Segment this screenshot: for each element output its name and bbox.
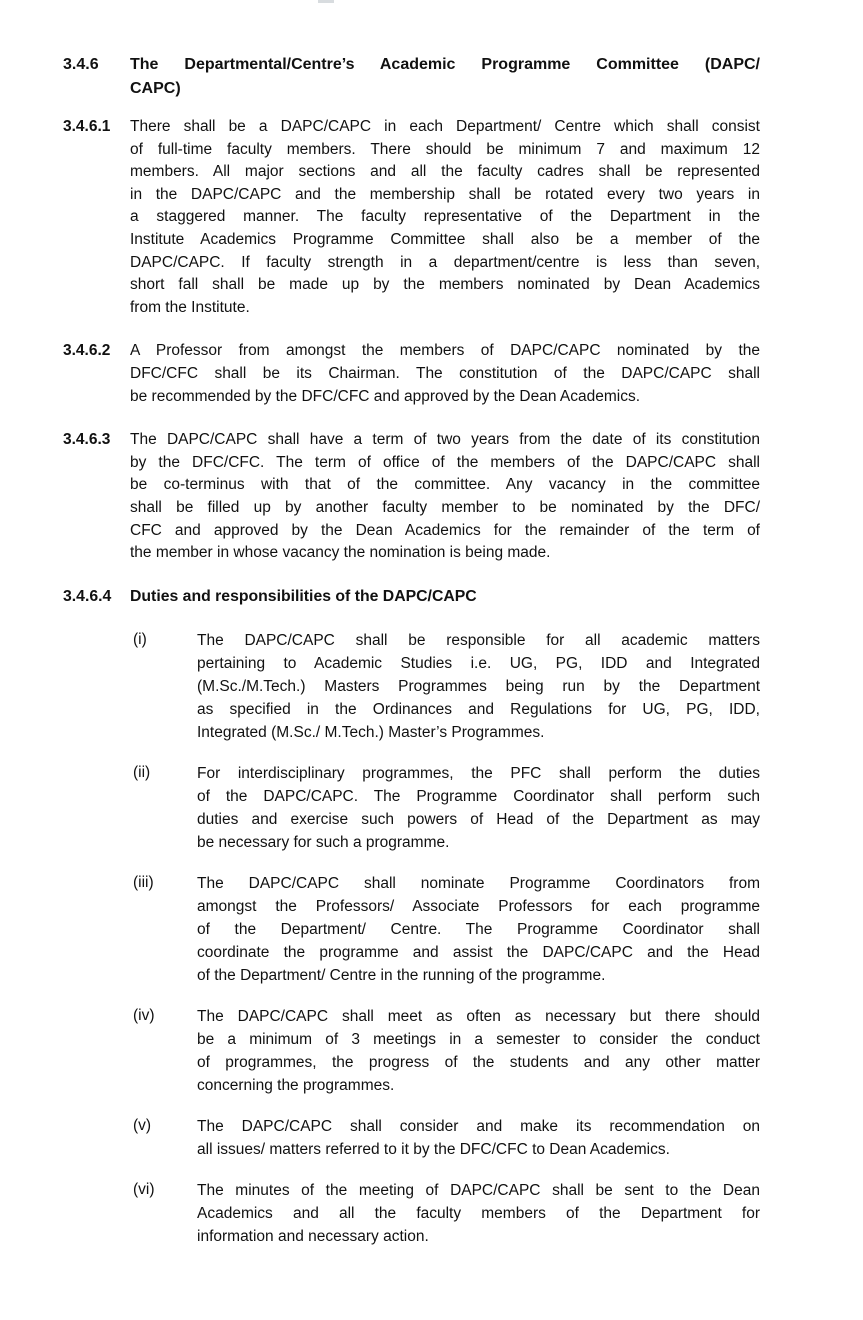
paragraph-text xyxy=(130,429,760,565)
item-marker: (i) xyxy=(133,631,147,649)
paragraph-text xyxy=(197,762,760,854)
paragraph-text xyxy=(197,1005,760,1097)
text-line: of the DAPC/CAPC. The Programme Coordinator shall perform such xyxy=(197,788,760,806)
paragraph-text xyxy=(130,340,760,408)
item-marker: (vi) xyxy=(133,1181,155,1199)
clause-heading-3464 xyxy=(63,586,760,609)
text-line: The DAPC/CAPC shall have a term of two years from the date of its constitution xyxy=(130,431,760,449)
roman-item-iv xyxy=(133,1005,760,1097)
paragraph-text xyxy=(197,1115,760,1161)
text-line: The DAPC/CAPC shall nominate Programme Coordinators from xyxy=(197,875,760,893)
text-line: Duties and responsibilities of the DAPC/CAPC xyxy=(130,587,477,605)
text-line: There shall be a DAPC/CAPC in each Department/ Centre which shall consist xyxy=(130,118,760,135)
clause-number: 3.4.6.3 xyxy=(63,431,111,449)
roman-item-v xyxy=(133,1115,760,1161)
text-line: the member in whose vacancy the nomination is being made. xyxy=(130,544,551,562)
clause-number: 3.4.6.2 xyxy=(63,342,111,360)
text-line: Institute Academics Programme Committee shall also be a member of the xyxy=(130,230,760,248)
clause-3461 xyxy=(63,116,760,319)
clause-number: 3.4.6.4 xyxy=(63,587,112,605)
clause-number: 3.4.6.1 xyxy=(63,118,111,135)
roman-item-vi xyxy=(133,1179,760,1248)
text-line: pertaining to Academic Studies i.e. UG, PG, IDD and Integrated xyxy=(197,655,760,673)
paragraph-text xyxy=(197,629,760,744)
text-line: The minutes of the meeting of DAPC/CAPC shall be sent to the Dean xyxy=(197,1182,760,1200)
text-line: all issues/ matters referred to it by the DFC/CFC to Dean Academics. xyxy=(197,1141,670,1159)
text-line: of the Department/ Centre in the running of the programme. xyxy=(197,967,606,985)
text-line: concerning the programmes. xyxy=(197,1077,395,1095)
text-line: of the Department/ Centre. The Programme Coordinator shall xyxy=(197,921,760,939)
text-line: The DAPC/CAPC shall be responsible for all academic matters xyxy=(197,632,760,650)
text-line: CFC and approved by the Dean Academics for the remainder of the term of xyxy=(130,521,760,539)
section-heading-346 xyxy=(63,53,760,101)
text-line: The Departmental/Centre’s Academic Programme Committee (DAPC/ xyxy=(130,56,760,73)
text-line: of programmes, the progress of the students and any other matter xyxy=(197,1054,760,1072)
item-marker: (iii) xyxy=(133,874,154,892)
item-marker: (iv) xyxy=(133,1007,155,1025)
text-line: DFC/CFC shall be its Chairman. The constitution of the DAPC/CAPC shall xyxy=(130,364,760,382)
text-line: short fall shall be made up by the members nominated by Dean Academics xyxy=(130,276,760,294)
text-line: CAPC) xyxy=(130,80,181,97)
text-line: Integrated (M.Sc./ M.Tech.) Master’s Programmes. xyxy=(197,724,545,742)
text-line: by the DFC/CFC. The term of office of the members of the DAPC/CAPC shall xyxy=(130,453,760,471)
text-line: A Professor from amongst the members of DAPC/CAPC nominated by the xyxy=(130,342,760,360)
text-line: duties and exercise such powers of Head of the Department as may xyxy=(197,811,760,829)
paragraph-text xyxy=(197,1179,760,1248)
text-line: members. All major sections and all the faculty cadres shall be represented xyxy=(130,163,760,181)
roman-item-ii xyxy=(133,762,760,854)
text-line: be a minimum of 3 meetings in a semester to consider the conduct xyxy=(197,1031,760,1049)
text-line: information and necessary action. xyxy=(197,1228,429,1246)
text-line: be co-terminus with that of the committee. Any vacancy in the committee xyxy=(130,476,760,494)
text-line: Academics and all the faculty members of the Department for xyxy=(197,1205,760,1223)
text-line: DAPC/CAPC. If faculty strength in a department/centre is less than seven, xyxy=(130,253,760,271)
text-line: be recommended by the DFC/CFC and approved by the Dean Academics. xyxy=(130,387,641,405)
paragraph-text xyxy=(197,872,760,987)
text-line: of full-time faculty members. There should be minimum 7 and maximum 12 xyxy=(130,140,760,158)
text-line: For interdisciplinary programmes, the PFC shall perform the duties xyxy=(197,765,760,783)
text-line: a staggered manner. The faculty representative of the Department in the xyxy=(130,208,760,226)
item-marker: (ii) xyxy=(133,764,151,782)
clause-3462 xyxy=(63,340,760,408)
paragraph-text xyxy=(130,53,760,101)
paragraph-text xyxy=(130,116,760,319)
text-line: coordinate the programme and assist the DAPC/CAPC and the Head xyxy=(197,944,760,962)
text-line: shall be filled up by another faculty member to be nominated by the DFC/ xyxy=(130,498,760,516)
text-line: from the Institute. xyxy=(130,298,250,316)
text-line: (M.Sc./M.Tech.) Masters Programmes being run by the Department xyxy=(197,678,760,696)
clause-3463 xyxy=(63,429,760,565)
text-line: The DAPC/CAPC shall consider and make its recommendation on xyxy=(197,1118,760,1136)
text-line: amongst the Professors/ Associate Professors for each programme xyxy=(197,898,760,916)
text-line: in the DAPC/CAPC and the membership shall be rotated every two years in xyxy=(130,185,760,203)
text-line: The DAPC/CAPC shall meet as often as necessary but there should xyxy=(197,1008,760,1026)
clause-number: 3.4.6 xyxy=(63,56,99,73)
roman-item-iii xyxy=(133,872,760,987)
item-marker: (v) xyxy=(133,1117,152,1135)
roman-item-i xyxy=(133,629,760,744)
text-line: be necessary for such a programme. xyxy=(197,834,450,852)
paragraph-text xyxy=(130,586,760,609)
text-line: as specified in the Ordinances and Regulations for UG, PG, IDD, xyxy=(197,701,760,719)
